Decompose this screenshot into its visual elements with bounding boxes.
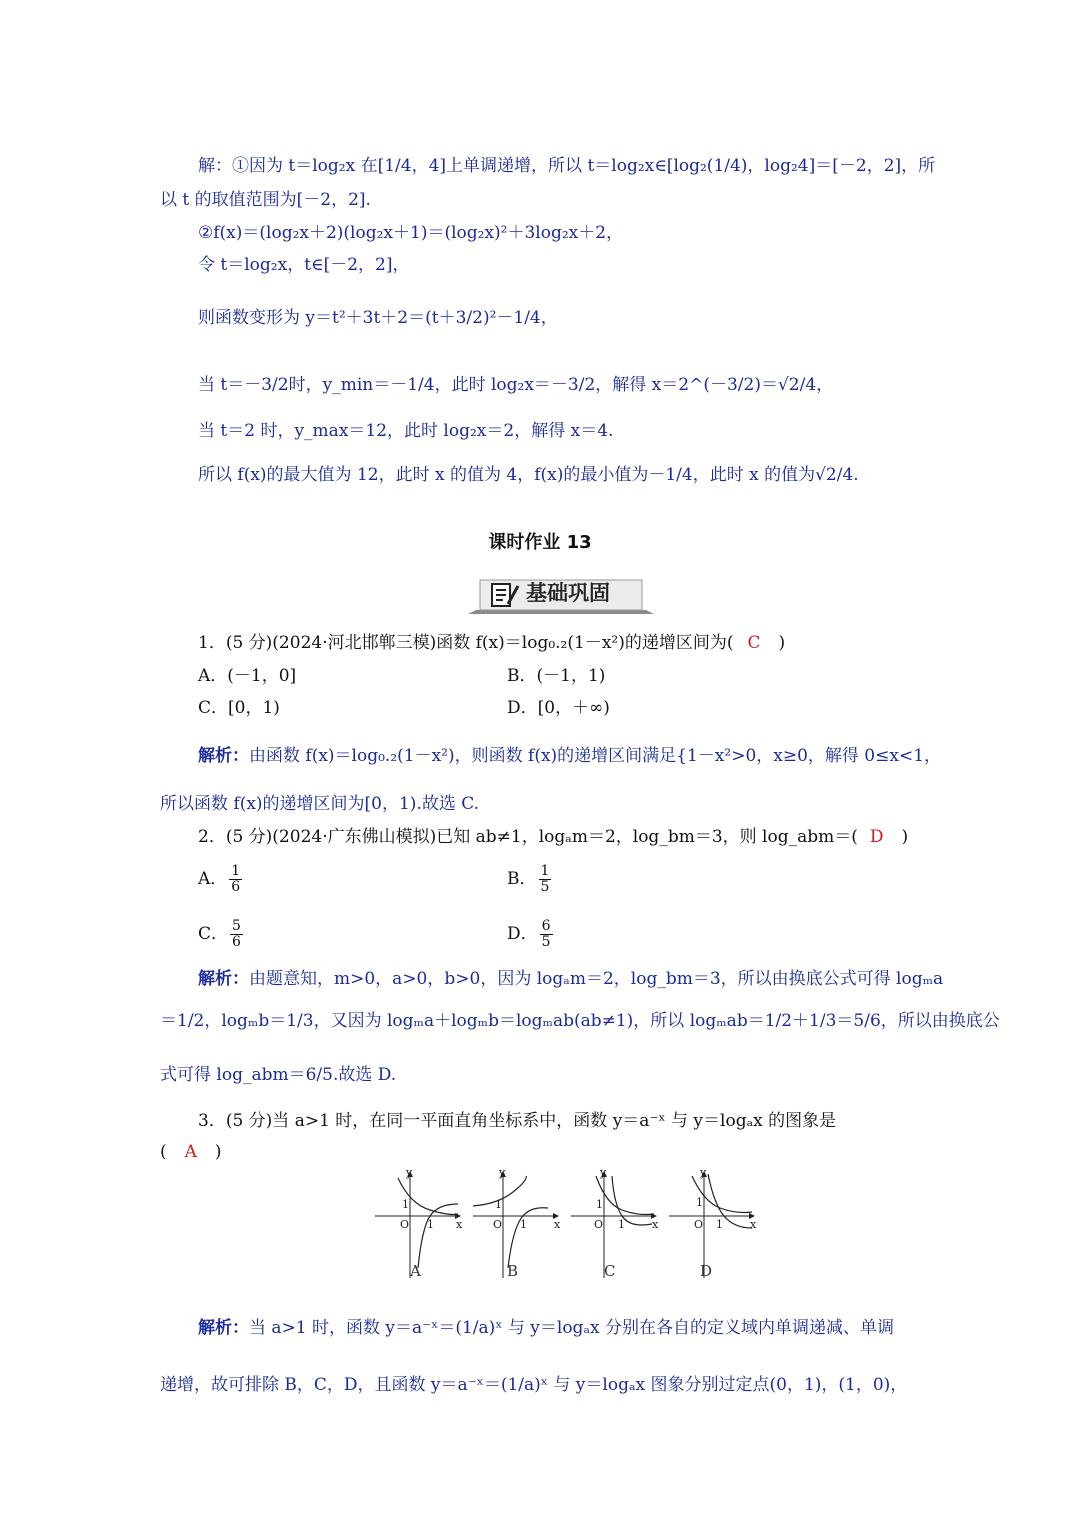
q1-option-c: C．[0，1) [198, 698, 280, 718]
graph-b-tick-x: 1 [520, 1218, 527, 1231]
section-title: 课时作业 13 [488, 532, 592, 553]
question-1-answer: C [747, 633, 761, 653]
question-3-answer-line: ( A ) [160, 1142, 222, 1162]
question-2-answer: D [869, 827, 884, 847]
question-1-stem: 1．(5 分)(2024·河北邯郸三模)函数 f(x)＝log₀.₂(1－x²)的递增区间为( C ) [198, 633, 786, 653]
graph-label-a: A [410, 1262, 421, 1280]
q2-option-a: A． $\frac{1}{6}$ [198, 863, 241, 895]
solution-line-2: 以 t 的取值范围为[－2，2]. [160, 190, 371, 210]
q3-solution-line-1: 解析：当 a>1 时，函数 y＝a⁻ˣ＝(1/a)ˣ 与 y＝logₐx 分别在各自的定义域内单调递减、单调 [198, 1318, 894, 1338]
q1-option-a: A．(－1，0] [198, 666, 297, 686]
q1-option-b: B．(－1，1) [507, 666, 606, 686]
q2-solution-line-3: 式可得 log_abm＝6/5.故选 D. [160, 1065, 397, 1085]
graph-b-y: y [499, 1168, 506, 1179]
solution-line-3: ②f(x)＝(log₂x＋2)(log₂x＋1)＝(log₂x)²＋3log₂x＋2， [198, 223, 624, 243]
q1-option-d: D．[0，＋∞) [507, 698, 610, 718]
graph-c-tick-y: 1 [596, 1198, 603, 1211]
question-2-stem: 2．(5 分)(2024·广东佛山模拟)已知 ab≠1，logₐm＝2，log_bm＝3，则 log_abm＝( D ) [198, 827, 909, 847]
graph-c-origin: O [594, 1218, 604, 1231]
solution-line-1: 解：①因为 t＝log₂x 在[1/4，4]上单调递增，所以 t＝log₂x∈[log₂(1/4)，log₂4]＝[－2，2]，所 [198, 156, 936, 176]
q2-solution-line-1: 解析：由题意知，m>0，a>0，b>0，因为 logₐm＝2，log_bm＝3，所以由换底公式可得 logₘa [198, 969, 944, 989]
graph-a-origin: O [400, 1218, 410, 1231]
graph-d-tick-x: 1 [716, 1218, 723, 1231]
solution-line-8: 所以 f(x)的最大值为 12，此时 x 的值为 4，f(x)的最小值为－1/4，此时 x 的值为√2/4. [198, 465, 859, 485]
solution-line-6: 当 t＝－3/2时，y_min＝－1/4，此时 log₂x＝－3/2，解得 x＝2^(－3/2)＝√2/4， [198, 375, 834, 395]
solution-line-7: 当 t＝2 时，y_max＝12，此时 log₂x＝2，解得 x＝4. [198, 421, 614, 441]
graph-c-x: x [652, 1218, 659, 1231]
graph-d-y: y [700, 1168, 707, 1179]
graph-d-x: x [750, 1218, 757, 1231]
banner-text: 基础巩固 [526, 581, 610, 605]
graph-a-y: y [406, 1168, 413, 1179]
solution-line-5: 则函数变形为 y＝t²＋3t＋2＝(t＋3/2)²－1/4， [198, 308, 558, 328]
solution-line-4: 令 t＝log₂x，t∈[－2，2]， [198, 255, 410, 275]
graph-d [669, 1168, 757, 1278]
graph-a-x: x [456, 1218, 463, 1231]
graph-c-y: y [600, 1168, 607, 1179]
graph-d-origin: O [694, 1218, 704, 1231]
q1-solution-line-1: 解析：由函数 f(x)＝log₀.₂(1－x²)，则函数 f(x)的递增区间满足{1－x²>0，x≥0，解得 0≤x<1， [198, 746, 942, 766]
graph-a-tick-y: 1 [402, 1198, 409, 1211]
graph-label-b: B [507, 1262, 519, 1280]
graph-b-origin: O [493, 1218, 503, 1231]
graph-b-tick-y: 1 [495, 1198, 502, 1211]
graph-a-tick-x: 1 [427, 1218, 434, 1231]
q3-solution-line-2: 递增，故可排除 B，C，D，且函数 y＝a⁻ˣ＝(1/a)ˣ 与 y＝logₐx 图象分别过定点(0，1)，(1，0)， [160, 1375, 908, 1395]
question-3-answer: A [184, 1142, 197, 1162]
q2-option-d: D． $\frac{6}{5}$ [507, 918, 551, 950]
graph-label-c: C [604, 1262, 616, 1280]
graph-c-tick-x: 1 [618, 1218, 625, 1231]
q1-solution-line-2: 所以函数 f(x)的递增区间为[0，1).故选 C. [160, 794, 480, 814]
graph-label-d: D [700, 1262, 713, 1280]
graph-b-x: x [554, 1218, 561, 1231]
question-3-stem: 3．(5 分)当 a>1 时，在同一平面直角坐标系中，函数 y＝a⁻ˣ 与 y＝logₐx 的图象是 [198, 1111, 837, 1131]
q2-option-c: C． $\frac{5}{6}$ [198, 918, 241, 950]
q2-option-b: B． $\frac{1}{5}$ [507, 863, 550, 895]
graph-d-tick-y: 1 [696, 1196, 703, 1209]
q2-solution-line-2: ＝1/2，logₘb＝1/3，又因为 logₘa＋logₘb＝logₘab(ab≠1)，所以 logₘab＝1/2＋1/3＝5/6，所以由换底公 [160, 1011, 1000, 1031]
